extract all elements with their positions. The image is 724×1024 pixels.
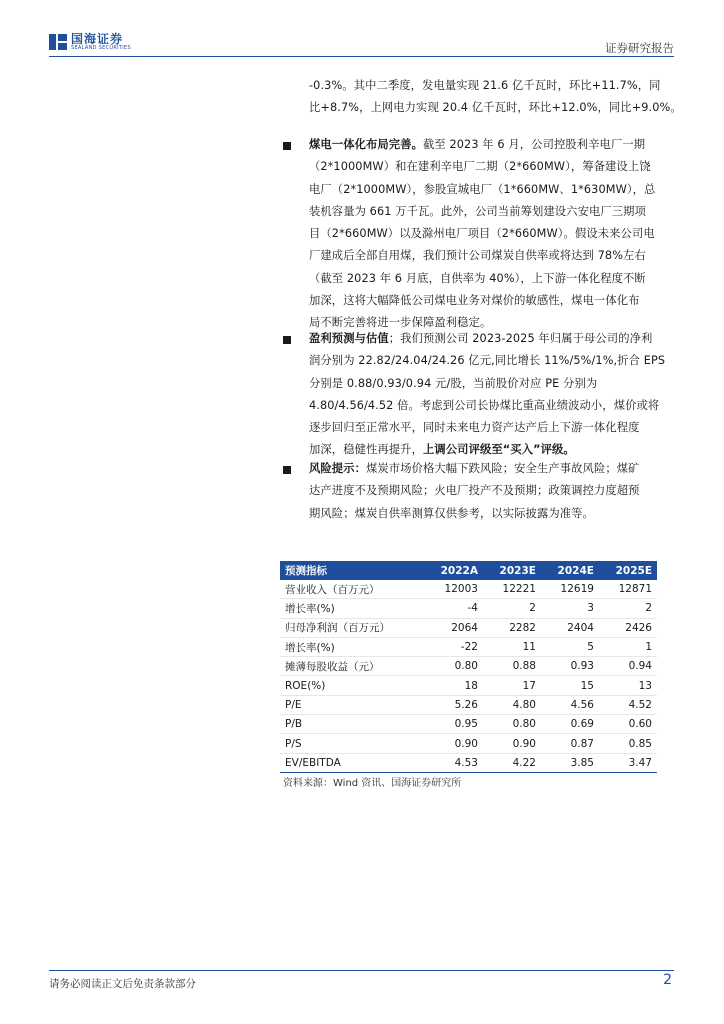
value-cell: 2 bbox=[483, 599, 541, 618]
row-label-cell: ROE(%) bbox=[280, 676, 424, 695]
row-label-cell: EV/EBITDA bbox=[280, 753, 424, 772]
report-type-label: 证券研究报告 bbox=[605, 41, 674, 55]
table-row bbox=[280, 753, 657, 772]
text-line: 目（2*660MW）以及滁州电厂项目（2*660MW）。假设未来公司电 bbox=[309, 227, 655, 241]
table-row bbox=[280, 715, 657, 734]
value-cell: 5 bbox=[541, 637, 599, 656]
text-line: 润分别为 22.82/24.04/24.26 亿元,同比增长 11%/5%/1%,折合 EPS bbox=[309, 354, 666, 368]
table-header-cell: 2024E bbox=[541, 561, 599, 580]
value-cell: 12619 bbox=[541, 580, 599, 599]
paragraph-risk-warning bbox=[309, 458, 682, 525]
logo-name: 国海证券 bbox=[71, 32, 124, 46]
row-label-cell: P/E bbox=[280, 695, 424, 714]
rating-upgrade: 上调公司评级至“买入”评级。 bbox=[422, 443, 575, 457]
table-row bbox=[280, 618, 657, 637]
value-cell: 0.90 bbox=[483, 734, 541, 753]
value-cell: 3 bbox=[541, 599, 599, 618]
text-line: 逐步回归至正常水平，同时未来电力资产达产后上下游一体化程度 bbox=[309, 421, 640, 435]
text-line: （截至 2023 年 6 月底，自供率为 40%），上下游一体化程度不断 bbox=[309, 271, 646, 285]
logo-english-name: SEALAND SECURITIES bbox=[71, 45, 131, 51]
paragraph-heading: 盈利预测与估值 bbox=[309, 332, 389, 345]
value-cell: 4.80 bbox=[483, 695, 541, 714]
paragraph-continuation bbox=[309, 75, 682, 120]
value-cell: 0.69 bbox=[541, 715, 599, 734]
text-line: 比+8.7%，上网电力实现 20.4 亿千瓦时，环比+12.0%，同比+9.0%。 bbox=[309, 101, 682, 115]
value-cell: 0.90 bbox=[424, 734, 483, 753]
table-row bbox=[280, 676, 657, 695]
text-line: 风险提示：煤炭市场价格大幅下跌风险；安全生产事故风险；煤矿 bbox=[309, 462, 640, 475]
text-line: 期风险；煤炭自供率测算仅供参考，以实际披露为准等。 bbox=[309, 506, 594, 520]
value-cell: 0.80 bbox=[483, 715, 541, 734]
row-label-cell: 增长率(%) bbox=[280, 599, 424, 618]
value-cell: 4.53 bbox=[424, 753, 483, 772]
value-cell: 0.93 bbox=[541, 657, 599, 676]
value-cell: 12871 bbox=[599, 580, 657, 599]
value-cell: 12221 bbox=[483, 580, 541, 599]
table-row bbox=[280, 637, 657, 656]
value-cell: 12003 bbox=[424, 580, 483, 599]
text-line: 4.80/4.56/4.52 倍。考虑到公司长协煤比重高业绩波动小，煤价或将 bbox=[309, 398, 660, 412]
page-header bbox=[0, 0, 724, 70]
paragraph-earnings-forecast bbox=[309, 328, 682, 462]
value-cell: 2404 bbox=[541, 618, 599, 637]
row-label-cell: 归母净利润（百万元） bbox=[280, 618, 424, 637]
table-row bbox=[280, 734, 657, 753]
value-cell: 5.26 bbox=[424, 695, 483, 714]
value-cell: 1 bbox=[599, 637, 657, 656]
paragraph-heading: 风险提示： bbox=[309, 462, 366, 475]
text-line: （2*1000MW）和在建利辛电厂二期（2*660MW），筹备建设上饶 bbox=[309, 160, 651, 174]
value-cell: 3.47 bbox=[599, 753, 657, 772]
text-line: 分别是 0.88/0.93/0.94 元/股，当前股价对应 PE 分别为 bbox=[309, 376, 598, 390]
table-row bbox=[280, 580, 657, 599]
text-line: -0.3%。其中二季度，发电量实现 21.6 亿千瓦时，环比+11.7%，同 bbox=[309, 79, 661, 92]
value-cell: -4 bbox=[424, 599, 483, 618]
logo-mark-icon bbox=[49, 34, 67, 50]
text-line: 装机容量为 661 万千瓦。此外，公司当前筹划建设六安电厂三期项 bbox=[309, 204, 646, 218]
text-line: 煤电一体化布局完善。截至 2023 年 6 月，公司控股利辛电厂一期 bbox=[309, 138, 646, 151]
forecast-table bbox=[280, 561, 657, 773]
value-cell: 4.22 bbox=[483, 753, 541, 772]
row-label-cell: 摊薄每股收益（元） bbox=[280, 657, 424, 676]
value-cell: 2282 bbox=[483, 618, 541, 637]
row-label-cell: 营业收入（百万元） bbox=[280, 580, 424, 599]
value-cell: 17 bbox=[483, 676, 541, 695]
disclaimer-note: 请务必阅读正文后免责条款部分 bbox=[49, 978, 196, 990]
value-cell: 2064 bbox=[424, 618, 483, 637]
value-cell: 4.56 bbox=[541, 695, 599, 714]
value-cell: 4.52 bbox=[599, 695, 657, 714]
value-cell: 0.87 bbox=[541, 734, 599, 753]
bullet-square-icon bbox=[283, 142, 291, 150]
value-cell: 0.60 bbox=[599, 715, 657, 734]
text-line: 盈利预测与估值；我们预测公司 2023-2025 年归属于母公司的净利 bbox=[309, 332, 653, 345]
row-label-cell: P/B bbox=[280, 715, 424, 734]
bullet-square-icon bbox=[283, 466, 291, 474]
row-label-cell: P/S bbox=[280, 734, 424, 753]
value-cell: 3.85 bbox=[541, 753, 599, 772]
row-label-cell: 增长率(%) bbox=[280, 637, 424, 656]
paragraph-coal-power-integration bbox=[309, 134, 682, 335]
value-cell: 0.88 bbox=[483, 657, 541, 676]
company-logo bbox=[49, 33, 131, 51]
value-cell: 0.94 bbox=[599, 657, 657, 676]
table-row bbox=[280, 657, 657, 676]
text-line: 加深，稳健性再提升，上调公司评级至“买入”评级。 bbox=[309, 443, 575, 457]
table-body bbox=[280, 580, 657, 772]
table-header-cell: 2025E bbox=[599, 561, 657, 580]
page-number: 2 bbox=[663, 972, 672, 988]
value-cell: 0.80 bbox=[424, 657, 483, 676]
paragraph-heading: 煤电一体化布局完善。 bbox=[309, 138, 423, 151]
text-line: 局不断完善将进一步保障盈利稳定。 bbox=[309, 316, 492, 330]
text-line: 厂建成后全部自用煤，我们预计公司煤炭自供率或将达到 78%左右 bbox=[309, 249, 646, 263]
table-header-cell: 2023E bbox=[483, 561, 541, 580]
header-divider bbox=[49, 56, 674, 57]
value-cell: 18 bbox=[424, 676, 483, 695]
value-cell: 13 bbox=[599, 676, 657, 695]
value-cell: 11 bbox=[483, 637, 541, 656]
value-cell: 0.85 bbox=[599, 734, 657, 753]
table-row bbox=[280, 599, 657, 618]
table-header-cell: 预测指标 bbox=[280, 561, 424, 580]
data-source-note: 资料来源：Wind 资讯、国海证券研究所 bbox=[283, 778, 462, 789]
text-line: 电厂（2*1000MW），参股宣城电厂（1*660MW、1*630MW），总 bbox=[309, 182, 656, 196]
text-line: 加深，这将大幅降低公司煤电业务对煤价的敏感性，煤电一体化布 bbox=[309, 294, 640, 308]
value-cell: 15 bbox=[541, 676, 599, 695]
value-cell: 2 bbox=[599, 599, 657, 618]
value-cell: 0.95 bbox=[424, 715, 483, 734]
table-row bbox=[280, 695, 657, 714]
text-line: 达产进度不及预期风险；火电厂投产不及预期；政策调控力度超预 bbox=[309, 484, 640, 498]
bullet-square-icon bbox=[283, 336, 291, 344]
table-header-row bbox=[280, 561, 657, 580]
table-header-cell: 2022A bbox=[424, 561, 483, 580]
value-cell: 2426 bbox=[599, 618, 657, 637]
footer-divider bbox=[49, 970, 674, 971]
value-cell: -22 bbox=[424, 637, 483, 656]
